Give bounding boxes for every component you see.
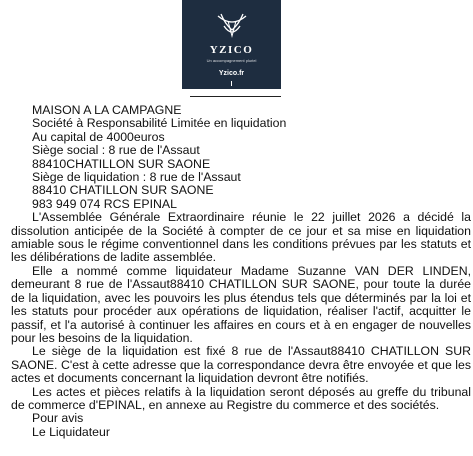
logo-name: YZICO [209,44,254,56]
logo-divider [231,81,232,86]
logo-emblem-icon [215,8,249,40]
liquidation-office: Siège de liquidation : 8 rue de l'Assaut [32,170,241,185]
company-name: MAISON A LA CAMPAGNE [32,103,182,117]
logo-tagline: Un accompagnement pluriel [206,58,257,63]
liquidation-office-city: 88410 CHATILLON SUR SAONE [32,183,214,198]
company-capital: Au capital de 4000euros [32,129,165,144]
paragraph-liquidator: Elle a nommé comme liquidateur Madame Suzanne VAN DER LINDEN, demeurant 8 rue de l'Assaut88410 CHATILLON SUR SAONE, pour toute la durée de la liquidation, avec les pouvoirs les plus étendus tels que déterminés par la loi et les statuts pour procéder aux opérations de liquidation, réaliser l'actif, acquitter le passif, et l'a autorisé à continuer les affaires en cours et à en engager de nouvelles pour les besoins de la liquidation. [11,263,471,345]
company-logo [182,0,281,89]
paragraph-filing: Les actes et pièces relatifs à la liquidation seront déposés au greffe du tribunal de commerce d'EPINAL, en annexe au Registre du commerce et des sociétés. [11,384,471,412]
registered-office-city: 88410CHATILLON SUR SAONE [32,156,211,171]
closing-signatory: Le Liquidateur [32,424,110,439]
company-form: Société à Responsabilité Limitée en liquidation [32,116,287,131]
paragraph-dissolution: L'Assemblée Générale Extraordinaire réunie le 22 juillet 2026 a décidé la dissolution anticipée de la Société à compter de ce jour et sa mise en liquidation amiable sous le régime conventionnel dans les conditions prévues par les statuts et les délibérations de ladite assemblée. [11,210,471,265]
registered-office: Siège social : 8 rue de l'Assaut [32,143,200,158]
logo-url: Yzico.fr [218,70,245,77]
paragraph-seat: Le siège de la liquidation est fixé 8 rue de l'Assaut88410 CHATILLON SUR SAONE. C'est à cette adresse que la correspondance devra être envoyée et que les actes et documents concernant la liquidation devront être notifiés. [11,344,471,386]
notice-body [11,104,471,439]
closing-pour-avis: Pour avis [32,411,84,426]
header-rule [190,96,281,97]
rcs-number: 983 949 074 RCS EPINAL [32,196,177,211]
